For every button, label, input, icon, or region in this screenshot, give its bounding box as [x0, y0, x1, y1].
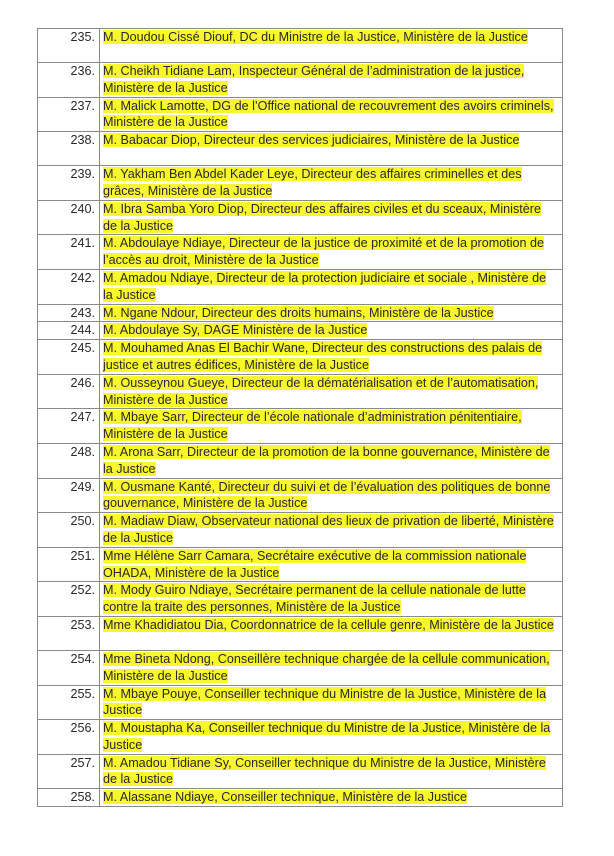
row-text-cell	[100, 340, 563, 375]
table-row	[38, 582, 563, 617]
table-row	[38, 443, 563, 478]
table-row	[38, 340, 563, 375]
row-number: 241.	[38, 235, 100, 270]
row-number: 240.	[38, 200, 100, 235]
highlighted-text: M. Mbaye Pouye, Conseiller technique du Ministre de la Justice, Ministère de la Justice	[103, 686, 547, 718]
highlighted-text: M. Amadou Tidiane Sy, Conseiller technique du Ministre de la Justice, Ministère de la Justice	[103, 755, 546, 787]
highlighted-text: M. Abdoulaye Ndiaye, Directeur de la justice de proximité et de la promotion de l’accès au droit, Ministère de la Justice	[103, 236, 545, 268]
row-text-cell	[100, 582, 563, 617]
row-number: 237.	[38, 97, 100, 132]
row-text-cell	[100, 685, 563, 720]
highlighted-text: M. Ibra Samba Yoro Diop, Directeur des affaires civiles et du sceaux, Ministère de la Justice	[103, 201, 541, 233]
row-number: 235.	[38, 29, 100, 63]
row-text-cell	[100, 132, 563, 166]
row-number: 251.	[38, 547, 100, 582]
table-row	[38, 374, 563, 409]
table-row	[38, 200, 563, 235]
row-text-cell	[100, 166, 563, 201]
table-row	[38, 322, 563, 340]
row-text-cell	[100, 322, 563, 340]
row-text-cell	[100, 720, 563, 755]
row-text-cell	[100, 513, 563, 548]
row-number: 252.	[38, 582, 100, 617]
row-number: 253.	[38, 616, 100, 650]
highlighted-text: M. Cheikh Tidiane Lam, Inspecteur Général de l’administration de la justice, Ministère de la Justice	[103, 64, 525, 95]
row-text-cell	[100, 29, 563, 63]
row-text-cell	[100, 235, 563, 270]
highlighted-text: M. Amadou Ndiaye, Directeur de la protection judiciaire et sociale , Ministère de la Justice	[103, 270, 547, 302]
appointments-table	[37, 28, 563, 807]
table-row	[38, 547, 563, 582]
table-row	[38, 235, 563, 270]
highlighted-text: M. Doudou Cissé Diouf, DC du Ministre de la Justice, Ministère de la Justice	[103, 30, 528, 44]
row-number: 236.	[38, 63, 100, 98]
highlighted-text: M. Mouhamed Anas El Bachir Wane, Directeur des constructions des palais de justice et autres édifices, Ministère de la Justice	[103, 341, 543, 372]
highlighted-text: M. Madiaw Diaw, Observateur national des lieux de privation de liberté, Ministère de la Justice	[103, 514, 554, 545]
row-text-cell	[100, 547, 563, 582]
row-number: 242.	[38, 269, 100, 304]
table-row	[38, 63, 563, 98]
table-row	[38, 304, 563, 322]
row-text-cell	[100, 409, 563, 444]
highlighted-text: M. Babacar Diop, Directeur des services judiciaires, Ministère de la Justice	[103, 133, 520, 148]
highlighted-text: M. Ousseynou Gueye, Directeur de la dématérialisation et de l’automatisation, Ministère de la Justice	[103, 375, 539, 407]
table-row	[38, 132, 563, 166]
highlighted-text: M. Arona Sarr, Directeur de la promotion de la bonne gouvernance, Ministère de la Justice	[103, 444, 550, 476]
highlighted-text: M. Abdoulaye Sy, DAGE Ministère de la Justice	[103, 323, 368, 338]
highlighted-text: M. Yakham Ben Abdel Kader Leye, Directeur des affaires criminelles et des grâces, Ministère de la Justice	[103, 167, 522, 198]
table-row	[38, 616, 563, 650]
row-number: 254.	[38, 650, 100, 685]
highlighted-text: Mme Khadidiatou Dia, Coordonnatrice de la cellule genre, Ministère de la Justice	[103, 617, 554, 632]
row-number: 238.	[38, 132, 100, 166]
row-number: 243.	[38, 304, 100, 322]
highlighted-text: M. Ngane Ndour, Directeur des droits humains, Ministère de la Justice	[103, 305, 494, 320]
row-number: 257.	[38, 754, 100, 789]
row-number: 245.	[38, 340, 100, 375]
row-text-cell	[100, 374, 563, 409]
row-number: 244.	[38, 322, 100, 340]
row-text-cell	[100, 789, 563, 807]
row-text-cell	[100, 650, 563, 685]
row-number: 250.	[38, 513, 100, 548]
row-number: 247.	[38, 409, 100, 444]
row-number: 249.	[38, 478, 100, 513]
row-text-cell	[100, 269, 563, 304]
row-number: 255.	[38, 685, 100, 720]
table-row	[38, 685, 563, 720]
highlighted-text: Mme Hélène Sarr Camara, Secrétaire exécutive de la commission nationale OHADA, Ministère de la Justice	[103, 548, 527, 580]
table-row	[38, 650, 563, 685]
row-text-cell	[100, 97, 563, 132]
row-text-cell	[100, 200, 563, 235]
row-number: 248.	[38, 443, 100, 478]
highlighted-text: M. Ousmane Kanté, Directeur du suivi et de l’évaluation des politiques de bonne gouvernance, Ministère de la Justice	[103, 479, 551, 511]
highlighted-text: M. Mbaye Sarr, Directeur de l’école nationale d’administration pénitentiaire, Ministère de la Justice	[103, 410, 522, 442]
table-row	[38, 754, 563, 789]
table-row	[38, 269, 563, 304]
row-text-cell	[100, 63, 563, 98]
row-text-cell	[100, 616, 563, 650]
row-number: 246.	[38, 374, 100, 409]
row-text-cell	[100, 754, 563, 789]
table-row	[38, 513, 563, 548]
table-row	[38, 409, 563, 444]
row-number: 239.	[38, 166, 100, 201]
table-row	[38, 97, 563, 132]
table-row	[38, 29, 563, 63]
table-row	[38, 166, 563, 201]
row-text-cell	[100, 304, 563, 322]
table-row	[38, 789, 563, 807]
highlighted-text: Mme Bineta Ndong, Conseillère technique chargée de la cellule communication, Ministère de la Justice	[103, 651, 550, 683]
highlighted-text: M. Alassane Ndiaye, Conseiller technique, Ministère de la Justice	[103, 790, 468, 805]
table-row	[38, 478, 563, 513]
row-number: 256.	[38, 720, 100, 755]
table-row	[38, 720, 563, 755]
highlighted-text: M. Malick Lamotte, DG de l’Office national de recouvrement des avoirs criminels, Ministère de la Justice	[103, 98, 554, 130]
highlighted-text: M. Moustapha Ka, Conseiller technique du Ministre de la Justice, Ministère de la Justice	[103, 721, 551, 752]
row-text-cell	[100, 478, 563, 513]
row-text-cell	[100, 443, 563, 478]
highlighted-text: M. Mody Guiro Ndiaye, Secrétaire permanent de la cellule nationale de lutte contre la traite des personnes, Ministère de la Justice	[103, 583, 526, 615]
row-number: 258.	[38, 789, 100, 807]
